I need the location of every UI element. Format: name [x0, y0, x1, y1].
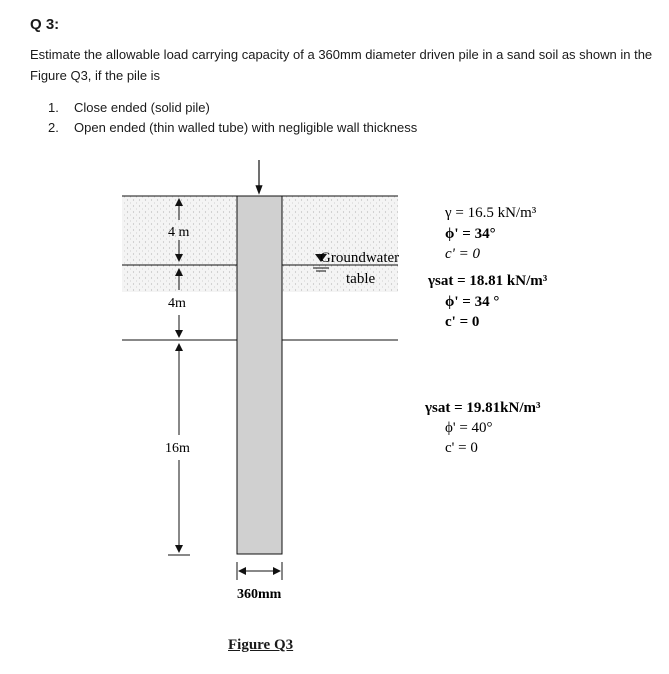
layer1-gamma: γ = 16.5 kN/m³ [445, 205, 537, 221]
layer3-gamma: γsat = 19.81kN/m³ [425, 400, 541, 416]
groundwater-label: Groundwater [320, 250, 400, 266]
layer2-phi: ϕ' = 34 ° [445, 294, 500, 310]
figure-caption: Figure Q3 [228, 637, 294, 653]
question-text: Estimate the allowable load carrying capacity of a 360mm diameter driven pile in a sand soil as shown in the Figure Q3, if the pile is [30, 47, 653, 83]
layer2-c: c' = 0 [445, 314, 480, 330]
layer3-phi: ϕ' = 40° [445, 420, 493, 436]
dim-arrowhead [238, 567, 246, 575]
option-number: 1. [48, 100, 59, 115]
pile [237, 196, 282, 554]
layer2-gamma: γsat = 18.81 kN/m³ [428, 273, 548, 289]
dim-arrowhead [273, 567, 281, 575]
layer3-c: c' = 0 [445, 440, 478, 456]
depth-label-layer3: 16m [165, 441, 190, 456]
layer1-phi: ϕ' = 34° [445, 226, 496, 242]
dim-arrowhead [175, 343, 183, 351]
layer1-c: c' = 0 [445, 246, 480, 262]
dim-arrowhead [175, 330, 183, 338]
question-title: Q 3: [30, 16, 60, 33]
dim-arrowhead [175, 545, 183, 553]
depth-label-layer2: 4m [168, 296, 186, 311]
pile-width-label: 360mm [237, 587, 282, 602]
option-number: 2. [48, 120, 59, 135]
option-text: Open ended (thin walled tube) with negligible wall thickness [74, 120, 418, 135]
option-text: Close ended (solid pile) [74, 100, 210, 115]
depth-label-layer1: 4 m [168, 225, 190, 240]
groundwater-label-line2: table [346, 271, 376, 287]
